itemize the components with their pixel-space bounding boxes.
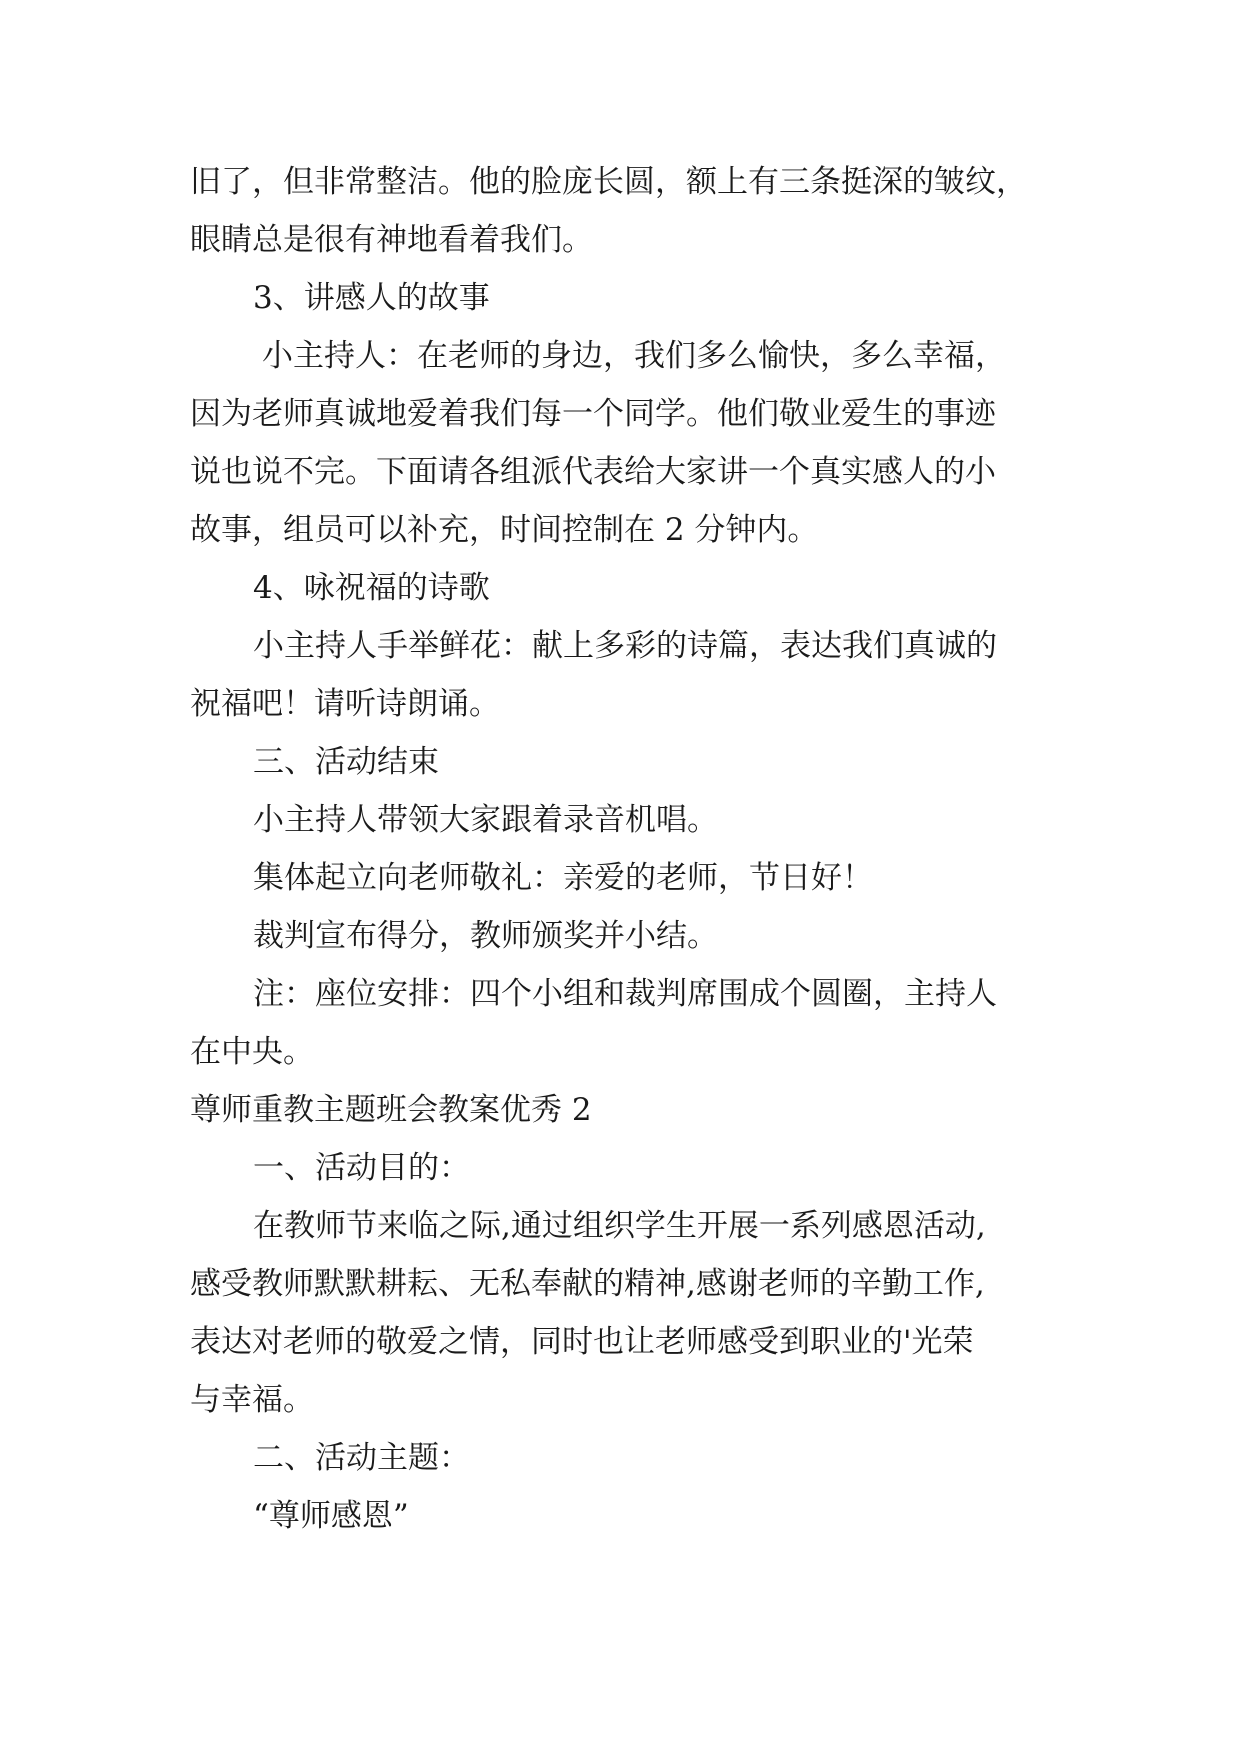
paragraph-line: 小主持人手举鲜花：献上多彩的诗篇，表达我们真诚的 [253, 628, 997, 664]
paragraph-line: 表达对老师的敬爱之情，同时也让老师感受到职业的'光荣 [190, 1324, 974, 1360]
paragraph-line: 说也说不完。下面请各组派代表给大家讲一个真实感人的小 [190, 454, 996, 490]
paragraph-line: 因为老师真诚地爱着我们每一个同学。他们敬业爱生的事迹 [190, 396, 996, 432]
paragraph-line: 感受教师默默耕耘、无私奉献的精神,感谢老师的辛勤工作, [190, 1266, 985, 1302]
paragraph-line: 旧了，但非常整洁。他的脸庞长圆，额上有三条挺深的皱纹， [190, 164, 1027, 200]
section-heading: 三、活动结束 [253, 744, 439, 780]
paragraph-line: 与幸福。 [190, 1382, 314, 1418]
paragraph-line: 裁判宣布得分，教师颁奖并小结。 [253, 918, 718, 954]
section-heading: 二、活动主题： [253, 1440, 470, 1476]
paragraph-line: “尊师感恩” [253, 1498, 409, 1534]
paragraph-line: 小主持人带领大家跟着录音机唱。 [253, 802, 718, 838]
paragraph-line: 故事，组员可以补充，时间控制在 2 分钟内。 [190, 512, 819, 548]
paragraph-line: 眼睛总是很有神地看着我们。 [190, 222, 593, 258]
paragraph-line: 集体起立向老师敬礼：亲爱的老师，节日好！ [253, 860, 873, 896]
paragraph-line: 祝福吧！请听诗朗诵。 [190, 686, 500, 722]
paragraph-line: 注：座位安排：四个小组和裁判席围成个圆圈，主持人 [253, 976, 997, 1012]
section-heading: 一、活动目的： [253, 1150, 470, 1186]
document-title: 尊师重教主题班会教案优秀 2 [190, 1092, 592, 1128]
section-heading: 3、讲感人的故事 [253, 280, 490, 316]
paragraph-line: 在中央。 [190, 1034, 314, 1070]
paragraph-line: 在教师节来临之际,通过组织学生开展一系列感恩活动, [253, 1208, 986, 1244]
paragraph-line: 小主持人：在老师的身边，我们多么愉快，多么幸福， [262, 338, 1006, 374]
section-heading: 4、咏祝福的诗歌 [253, 570, 490, 606]
